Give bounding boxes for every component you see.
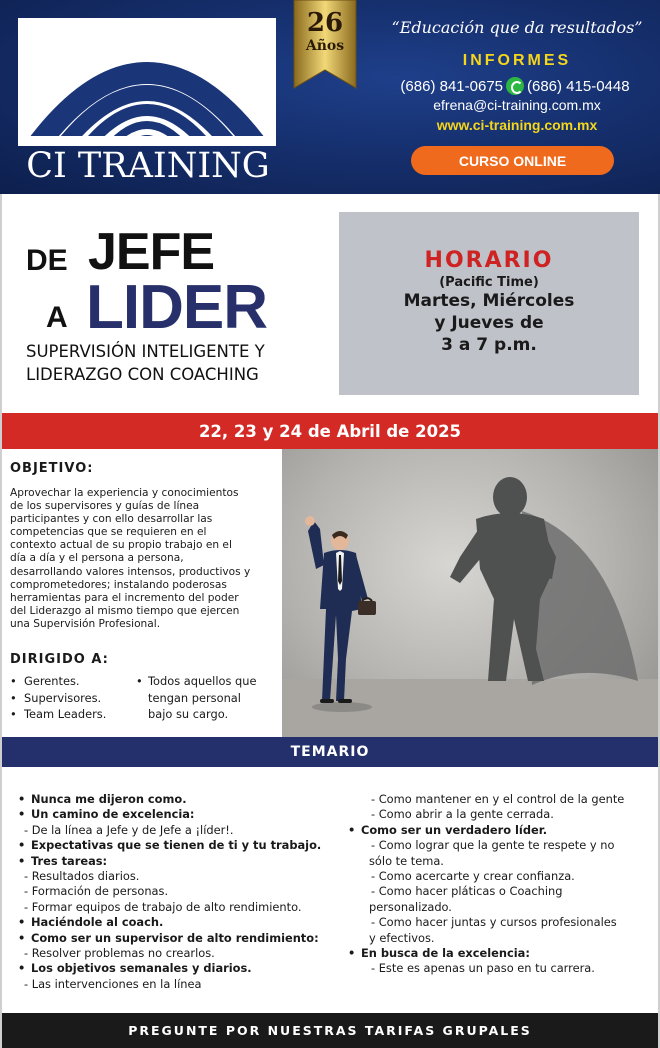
anniversary-ribbon bbox=[292, 0, 358, 92]
temario-item: • Haciéndole al coach. bbox=[18, 915, 348, 930]
temario-item: - Este es apenas un paso en tu carrera. bbox=[371, 961, 595, 976]
objetivo-line: participantes y con ello desarrollar las bbox=[10, 513, 213, 526]
dirigido-item: • Supervisores. bbox=[10, 690, 134, 707]
temario-item: sólo te tema. bbox=[369, 853, 444, 868]
temario-item: • Tres tareas: bbox=[18, 854, 348, 869]
temario-item: - Como abrir a la gente cerrada. bbox=[371, 807, 554, 822]
temario-item: - Formación de personas. bbox=[24, 884, 169, 899]
logo-text: CI TRAINING bbox=[26, 146, 270, 186]
dirigido-item: • Team Leaders. bbox=[10, 706, 134, 723]
dirigido-item-all bbox=[136, 673, 282, 723]
temario-item: y efectivos. bbox=[369, 930, 435, 945]
objetivo-line: día a día y el persona a persona, bbox=[10, 552, 184, 565]
objetivo-line: competencias que se requieren en el bbox=[10, 526, 207, 539]
horario-title: HORARIO bbox=[424, 248, 554, 273]
objetivo-line: del Liderazgo al mismo tiempo que ejercen bbox=[10, 604, 240, 617]
dirigido-right-line: tengan personal bbox=[148, 690, 241, 705]
subtitle-line-2: LIDERAZGO CON COACHING bbox=[26, 365, 259, 384]
temario-item: • Nunca me dijeron como. bbox=[18, 792, 348, 807]
horario-line-3: 3 a 7 p.m. bbox=[441, 335, 537, 355]
temario-item: • Como ser un supervisor de alto rendimiento: bbox=[18, 931, 348, 946]
title-de: DE bbox=[26, 244, 68, 277]
temario-title: TEMARIO bbox=[2, 737, 658, 767]
phone-2[interactable]: (686) 415-0448 bbox=[527, 77, 630, 95]
footer-banner: PREGUNTE POR NUESTRAS TARIFAS GRUPALES bbox=[2, 1013, 658, 1048]
objetivo-line: de los supervisores y guías de línea bbox=[10, 500, 200, 513]
temario-item: - Como acercarte y crear confianza. bbox=[371, 869, 575, 884]
temario-right-column bbox=[348, 792, 648, 977]
temario-item: - Como hacer juntas y cursos profesionales bbox=[371, 915, 617, 930]
temario-item: - Como hacer pláticas o Coaching bbox=[371, 884, 563, 899]
temario-item: • Un camino de excelencia: bbox=[18, 807, 348, 822]
temario-item: personalizado. bbox=[369, 899, 452, 914]
course-dates: 22, 23 y 24 de Abril de 2025 bbox=[2, 413, 658, 449]
header-banner bbox=[0, 0, 660, 194]
horario-box bbox=[339, 212, 639, 395]
objetivo-title: OBJETIVO: bbox=[10, 461, 94, 476]
company-logo[interactable] bbox=[16, 18, 280, 186]
dirigido-item: • Gerentes. bbox=[10, 673, 134, 690]
bullet-icon: • bbox=[136, 674, 143, 688]
temario-item: - Resultados diarios. bbox=[24, 869, 140, 884]
curso-online-button[interactable]: CURSO ONLINE bbox=[411, 146, 614, 175]
anniversary-word: Años bbox=[305, 38, 345, 54]
objetivo-line: una Supervisión Profesional. bbox=[10, 617, 161, 630]
temario-item: - Formar equipos de trabajo de alto rendimiento. bbox=[24, 899, 302, 914]
objetivo-line: herramientas para el incremento del poder bbox=[10, 591, 239, 604]
slogan: “Educación que da resultados” bbox=[391, 18, 643, 37]
objetivo-line: comprometedores; instalando poderosas bbox=[10, 578, 227, 591]
temario-item: • Los objetivos semanales y diarios. bbox=[18, 961, 348, 976]
title-jefe: JEFE bbox=[88, 223, 215, 281]
temario-item: - Las intervenciones en la línea bbox=[24, 976, 202, 991]
temario-item: - Resolver problemas no crearlos. bbox=[24, 946, 215, 961]
title-lider: LIDER bbox=[86, 273, 267, 342]
contact-email[interactable]: efrena@ci-training.com.mx bbox=[433, 97, 601, 113]
phone-1[interactable]: (686) 841-0675 bbox=[400, 77, 503, 95]
objetivo-text bbox=[10, 487, 282, 631]
objetivo-line: Aprovechar la experiencia y conocimientos bbox=[10, 487, 239, 499]
dirigido-list bbox=[10, 673, 134, 723]
horario-line-2: y Jueves de bbox=[434, 313, 544, 333]
dirigido-right-line: bajo su cargo. bbox=[148, 707, 229, 721]
dirigido-title: DIRIGIDO A: bbox=[10, 652, 109, 667]
subtitle-line-1: SUPERVISIÓN INTELIGENTE Y bbox=[26, 342, 265, 361]
temario-item: • Como ser un verdadero líder. bbox=[348, 823, 648, 838]
phone-numbers bbox=[380, 76, 650, 96]
course-title bbox=[0, 208, 330, 408]
whatsapp-icon bbox=[506, 77, 524, 95]
objetivo-line: contexto actual de su propio trabajo en el bbox=[10, 539, 232, 552]
logo-emblem-icon bbox=[18, 18, 276, 146]
temario-item: • En busca de la excelencia: bbox=[348, 946, 648, 961]
temario-left-column bbox=[18, 792, 348, 992]
dirigido-right-line: Todos aquellos que bbox=[148, 674, 257, 688]
website-link[interactable]: www.ci-training.com.mx bbox=[436, 117, 598, 133]
objetivo-section bbox=[2, 449, 282, 737]
horario-line-1: Martes, Miércoles bbox=[403, 291, 575, 311]
informes-label: INFORMES bbox=[462, 52, 572, 69]
temario-item: - De la línea a Jefe y de Jefe a ¡líder!. bbox=[24, 822, 234, 837]
title-a: A bbox=[46, 301, 68, 334]
objetivo-line: desarrollando valores intensos, productivos y bbox=[10, 565, 251, 578]
businessman-superhero-shadow-icon bbox=[282, 449, 658, 737]
temario-item: • Expectativas que se tienen de ti y tu trabajo. bbox=[18, 838, 348, 853]
temario-section bbox=[0, 767, 660, 1013]
horario-timezone: (Pacific Time) bbox=[439, 275, 539, 290]
temario-item: - Como lograr que la gente te respete y no bbox=[371, 838, 615, 853]
anniversary-number: 26 bbox=[306, 8, 344, 38]
temario-item: - Como mantener en y el control de la gente bbox=[371, 792, 625, 806]
